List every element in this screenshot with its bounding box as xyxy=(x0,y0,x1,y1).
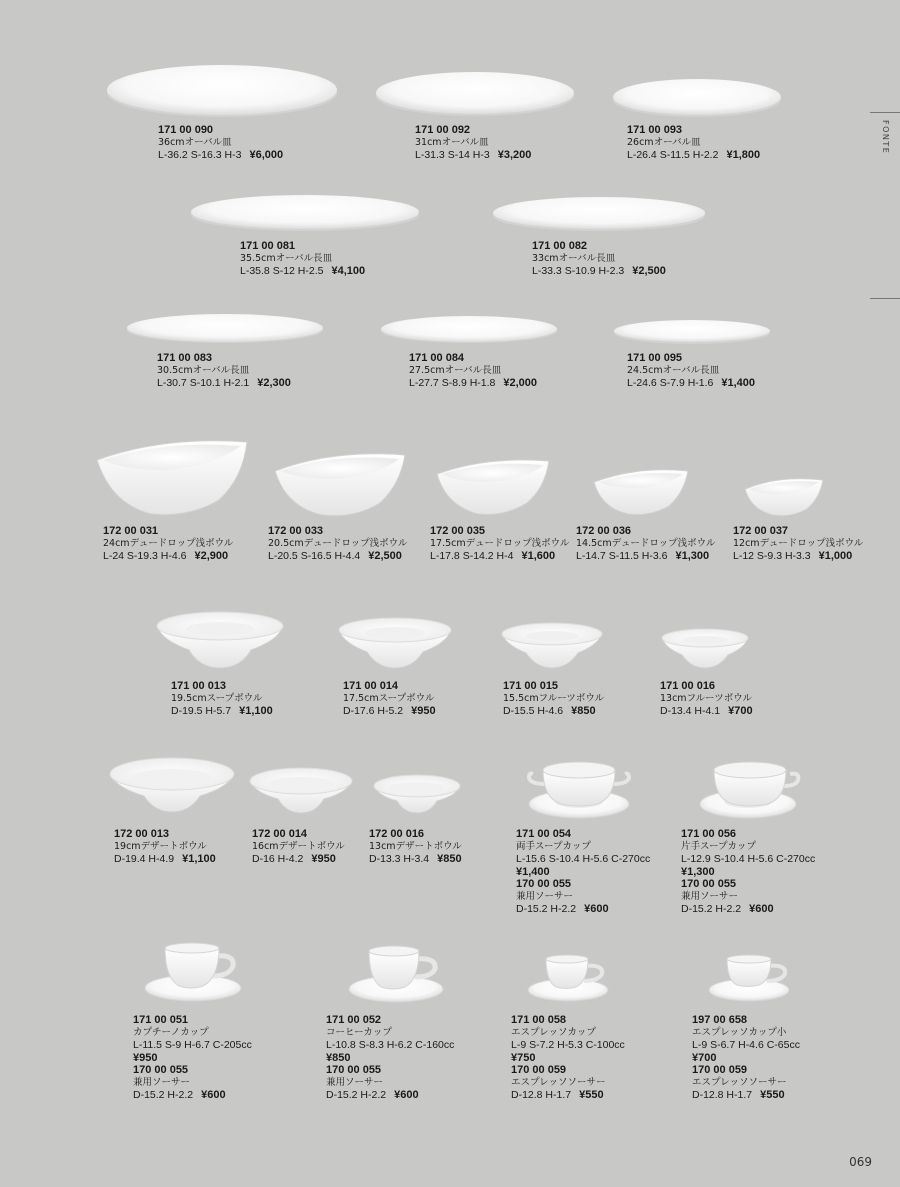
product-code: 171 00 095 xyxy=(627,352,683,364)
product-name: 27.5cmオーバル長皿 xyxy=(409,364,502,376)
cup-code: 171 00 056 xyxy=(681,828,737,840)
saucer-dimensions: D-15.2 H-2.2 xyxy=(681,903,742,915)
cup-name: 両手スープカップ xyxy=(516,840,591,852)
product-image-soup-bowl-17 xyxy=(337,616,453,672)
cup-dimensions: L-12.9 S-10.4 H-5.6 C-270cc xyxy=(681,853,816,865)
saucer-price: ¥600 xyxy=(201,1089,226,1101)
product-price: ¥1,400 xyxy=(721,377,756,389)
set-caption xyxy=(133,1014,252,1103)
product-dimensions: L-12 S-9.3 H-3.3 xyxy=(733,550,811,562)
product-name: 24cmデュードロップ浅ボウル xyxy=(103,537,234,549)
saucer-dimensions: D-15.2 H-2.2 xyxy=(326,1089,387,1101)
product-dimensions: L-31.3 S-14 H-3 xyxy=(415,149,490,161)
product-caption xyxy=(343,680,436,719)
product-price: ¥2,900 xyxy=(194,550,229,562)
saucer-code: 170 00 055 xyxy=(681,878,737,890)
product-image-dessert-bowl-19 xyxy=(108,756,236,816)
saucer-code: 170 00 055 xyxy=(516,878,572,890)
product-image-dewdrop-bowl-17 xyxy=(434,458,552,518)
product-caption xyxy=(660,680,753,719)
cup-dimensions: L-10.8 S-8.3 H-6.2 C-160cc xyxy=(326,1039,455,1051)
product-code: 171 00 093 xyxy=(627,124,683,136)
cup-price: ¥1,400 xyxy=(516,865,550,878)
product-caption xyxy=(103,525,233,564)
saucer-code: 170 00 059 xyxy=(692,1064,748,1076)
cup-name: 片手スープカップ xyxy=(681,840,756,852)
product-image-soup-bowl-19 xyxy=(155,610,285,672)
product-price: ¥2,300 xyxy=(257,377,291,389)
saucer-name: エスプレッソソーサー xyxy=(511,1076,606,1088)
product-image-long-oval-plate-30 xyxy=(125,311,325,347)
cup-price: ¥1,300 xyxy=(681,865,715,878)
product-code: 172 00 016 xyxy=(369,828,425,840)
product-caption xyxy=(627,352,755,391)
product-price: ¥6,000 xyxy=(249,149,284,161)
product-code: 172 00 031 xyxy=(103,525,159,537)
product-image-oval-plate-31 xyxy=(374,70,576,120)
product-image-two-handle-soup-cup xyxy=(527,760,631,822)
product-caption xyxy=(252,828,345,867)
product-name: 35.5cmオーバル長皿 xyxy=(240,252,333,264)
saucer-dimensions: D-15.2 H-2.2 xyxy=(133,1089,194,1101)
set-caption xyxy=(511,1014,625,1103)
cup-price: ¥700 xyxy=(692,1051,717,1064)
cup-price: ¥950 xyxy=(133,1051,158,1064)
product-code: 171 00 016 xyxy=(660,680,716,692)
saucer-code: 170 00 059 xyxy=(511,1064,567,1076)
set-caption xyxy=(326,1014,454,1103)
product-name: 20.5cmデュードロップ浅ボウル xyxy=(268,537,408,549)
product-caption xyxy=(627,124,760,163)
product-dimensions: L-17.8 S-14.2 H-4 xyxy=(430,550,514,562)
product-caption xyxy=(114,828,216,867)
product-dimensions: L-27.7 S-8.9 H-1.8 xyxy=(409,377,496,389)
product-dimensions: L-35.8 S-12 H-2.5 xyxy=(240,265,324,277)
product-name: 14.5cmデュードロップ浅ボウル xyxy=(576,537,716,549)
product-caption xyxy=(430,525,569,564)
product-dimensions: D-16 H-4.2 xyxy=(252,853,304,865)
cup-dimensions: L-11.5 S-9 H-6.7 C-205cc xyxy=(133,1039,252,1051)
product-image-espresso-cup-small xyxy=(707,954,793,1004)
cup-code: 171 00 051 xyxy=(133,1014,189,1026)
product-caption xyxy=(158,124,283,163)
product-name: 26cmオーバル皿 xyxy=(627,136,701,148)
product-image-single-handle-soup-cup xyxy=(698,760,802,822)
section-label: FONTE xyxy=(881,120,890,155)
product-price: ¥1,800 xyxy=(726,149,761,161)
product-code: 172 00 035 xyxy=(430,525,486,537)
cup-name: エスプレッソカップ xyxy=(511,1026,596,1038)
product-name: 17.5cmスープボウル xyxy=(343,692,435,704)
product-name: 16cmデザートボウル xyxy=(252,840,345,852)
product-price: ¥1,100 xyxy=(239,705,273,717)
page-number: 069 xyxy=(849,1155,872,1169)
product-name: 12cmデュードロップ浅ボウル xyxy=(733,537,864,549)
product-image-long-oval-plate-35 xyxy=(189,192,421,234)
product-price: ¥700 xyxy=(728,705,753,717)
product-dimensions: D-19.4 H-4.9 xyxy=(114,853,175,865)
saucer-dimensions: D-12.8 H-1.7 xyxy=(511,1089,572,1101)
product-code: 171 00 082 xyxy=(532,240,588,252)
product-image-coffee-cup xyxy=(347,945,447,1005)
product-image-long-oval-plate-33 xyxy=(491,194,707,234)
product-image-fruit-bowl-13 xyxy=(660,627,750,671)
product-caption xyxy=(157,352,291,391)
product-price: ¥850 xyxy=(571,705,596,717)
product-image-fruit-bowl-15 xyxy=(500,621,604,671)
product-name: 33cmオーバル長皿 xyxy=(532,252,616,264)
product-image-dewdrop-bowl-20 xyxy=(272,451,408,519)
product-price: ¥850 xyxy=(437,853,462,865)
product-dimensions: L-20.5 S-16.5 H-4.4 xyxy=(268,550,361,562)
product-price: ¥950 xyxy=(311,853,336,865)
product-price: ¥4,100 xyxy=(331,265,366,277)
product-dimensions: D-19.5 H-5.7 xyxy=(171,705,232,717)
saucer-name: エスプレッソソーサー xyxy=(692,1076,787,1088)
saucer-dimensions: D-12.8 H-1.7 xyxy=(692,1089,753,1101)
set-caption xyxy=(692,1014,800,1103)
product-caption xyxy=(576,525,715,564)
product-image-dessert-bowl-16 xyxy=(248,766,354,816)
product-code: 171 00 083 xyxy=(157,352,213,364)
cup-code: 171 00 058 xyxy=(511,1014,567,1026)
product-code: 171 00 090 xyxy=(158,124,214,136)
product-name: 17.5cmデュードロップ浅ボウル xyxy=(430,537,570,549)
product-caption xyxy=(503,680,604,719)
product-image-cappuccino-cup xyxy=(143,942,245,1004)
product-caption xyxy=(268,525,407,564)
cup-dimensions: L-9 S-6.7 H-4.6 C-65cc xyxy=(692,1039,800,1051)
product-image-dewdrop-bowl-24 xyxy=(93,438,251,518)
product-code: 172 00 033 xyxy=(268,525,324,537)
set-caption xyxy=(681,828,815,917)
product-dimensions: L-36.2 S-16.3 H-3 xyxy=(158,149,242,161)
product-image-long-oval-plate-27 xyxy=(379,313,559,347)
product-code: 172 00 036 xyxy=(576,525,632,537)
product-caption xyxy=(532,240,666,279)
product-caption xyxy=(409,352,537,391)
product-caption xyxy=(240,240,365,279)
product-code: 171 00 084 xyxy=(409,352,465,364)
product-name: 13cmデザートボウル xyxy=(369,840,462,852)
set-caption xyxy=(516,828,650,917)
product-dimensions: D-17.6 H-5.2 xyxy=(343,705,404,717)
product-dimensions: D-13.3 H-3.4 xyxy=(369,853,430,865)
product-price: ¥1,100 xyxy=(182,853,216,865)
cup-code: 171 00 054 xyxy=(516,828,572,840)
product-name: 19.5cmスープボウル xyxy=(171,692,263,704)
product-code: 171 00 092 xyxy=(415,124,471,136)
product-image-espresso-cup xyxy=(526,954,612,1004)
product-caption xyxy=(415,124,531,163)
saucer-price: ¥600 xyxy=(749,903,774,915)
product-image-long-oval-plate-24 xyxy=(612,317,772,347)
cup-price: ¥850 xyxy=(326,1051,351,1064)
saucer-price: ¥550 xyxy=(760,1089,785,1101)
product-price: ¥1,300 xyxy=(675,550,710,562)
product-name: 36cmオーバル皿 xyxy=(158,136,232,148)
product-price: ¥1,000 xyxy=(818,550,853,562)
saucer-name: 兼用ソーサー xyxy=(133,1076,191,1088)
product-price: ¥1,600 xyxy=(521,550,556,562)
product-dimensions: D-13.4 H-4.1 xyxy=(660,705,721,717)
product-price: ¥950 xyxy=(411,705,436,717)
product-code: 171 00 081 xyxy=(240,240,296,252)
product-price: ¥2,000 xyxy=(503,377,538,389)
saucer-dimensions: D-15.2 H-2.2 xyxy=(516,903,577,915)
cup-dimensions: L-9 S-7.2 H-5.3 C-100cc xyxy=(511,1039,625,1051)
cup-dimensions: L-15.6 S-10.4 H-5.6 C-270cc xyxy=(516,853,651,865)
product-image-dessert-bowl-13 xyxy=(372,773,462,817)
product-name: 19cmデザートボウル xyxy=(114,840,207,852)
product-code: 171 00 014 xyxy=(343,680,399,692)
saucer-price: ¥600 xyxy=(394,1089,419,1101)
product-code: 172 00 037 xyxy=(733,525,789,537)
cup-price: ¥750 xyxy=(511,1051,536,1064)
product-dimensions: L-26.4 S-11.5 H-2.2 xyxy=(627,149,719,161)
cup-name: カプチーノカップ xyxy=(133,1026,209,1038)
product-name: 31cmオーバル皿 xyxy=(415,136,489,148)
product-price: ¥2,500 xyxy=(632,265,666,277)
cup-code: 197 00 658 xyxy=(692,1014,748,1026)
product-dimensions: D-15.5 H-4.6 xyxy=(503,705,564,717)
cup-code: 171 00 052 xyxy=(326,1014,382,1026)
product-dimensions: L-24.6 S-7.9 H-1.6 xyxy=(627,377,714,389)
saucer-code: 170 00 055 xyxy=(133,1064,189,1076)
product-caption xyxy=(369,828,462,867)
cup-name: エスプレッソカップ小 xyxy=(692,1026,787,1038)
product-name: 15.5cmフルーツボウル xyxy=(503,692,605,704)
saucer-name: 兼用ソーサー xyxy=(681,890,739,902)
product-price: ¥3,200 xyxy=(497,149,532,161)
saucer-name: 兼用ソーサー xyxy=(516,890,574,902)
product-caption xyxy=(171,680,273,719)
saucer-price: ¥600 xyxy=(584,903,609,915)
product-price: ¥2,500 xyxy=(368,550,402,562)
product-image-oval-plate-26 xyxy=(611,78,783,120)
product-code: 172 00 013 xyxy=(114,828,170,840)
product-name: 24.5cmオーバル長皿 xyxy=(627,364,720,376)
saucer-code: 170 00 055 xyxy=(326,1064,382,1076)
product-image-dewdrop-bowl-12 xyxy=(743,477,825,519)
product-code: 171 00 015 xyxy=(503,680,559,692)
product-dimensions: L-33.3 S-10.9 H-2.3 xyxy=(532,265,625,277)
product-image-dewdrop-bowl-14 xyxy=(592,468,690,518)
product-dimensions: L-30.7 S-10.1 H-2.1 xyxy=(157,377,250,389)
product-image-oval-plate-36 xyxy=(105,62,340,120)
product-code: 172 00 014 xyxy=(252,828,308,840)
product-name: 30.5cmオーバル長皿 xyxy=(157,364,250,376)
product-code: 171 00 013 xyxy=(171,680,227,692)
cup-name: コーヒーカップ xyxy=(326,1026,392,1038)
saucer-price: ¥550 xyxy=(579,1089,604,1101)
product-caption xyxy=(733,525,863,564)
product-dimensions: L-24 S-19.3 H-4.6 xyxy=(103,550,187,562)
product-name: 13cmフルーツボウル xyxy=(660,692,753,704)
saucer-name: 兼用ソーサー xyxy=(326,1076,384,1088)
product-dimensions: L-14.7 S-11.5 H-3.6 xyxy=(576,550,668,562)
